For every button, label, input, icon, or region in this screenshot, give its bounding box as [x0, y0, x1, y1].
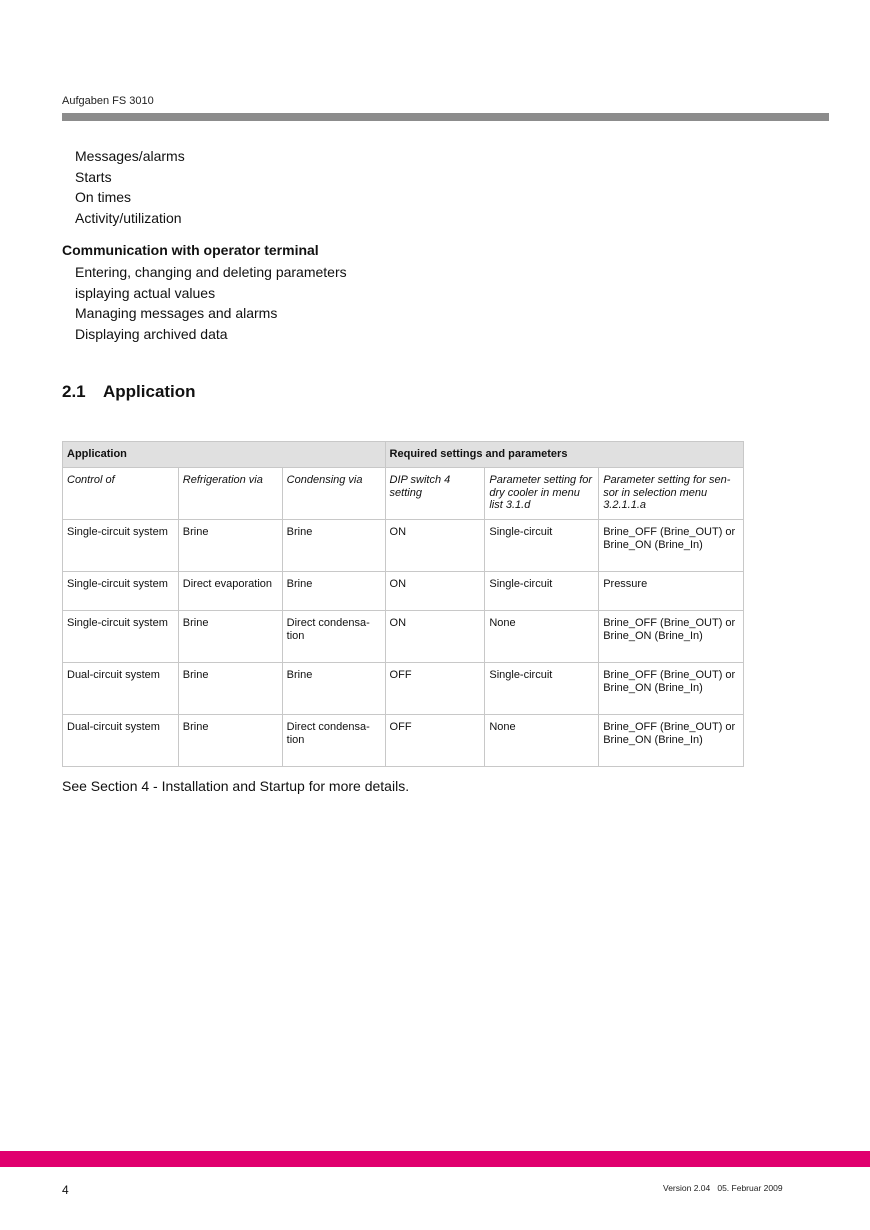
- table-cell: Dual-circuit system: [63, 663, 179, 715]
- column-header: Condensing via: [282, 468, 385, 520]
- table-row: [63, 663, 744, 715]
- table-cell: Single-circuit: [485, 520, 599, 572]
- table-cell: ON: [385, 520, 485, 572]
- footer-bar: [0, 1151, 870, 1167]
- application-table: [62, 441, 744, 767]
- table-cell: Dual-circuit system: [63, 715, 179, 767]
- list-item: On times: [75, 189, 132, 206]
- table-cell: ON: [385, 611, 485, 663]
- communication-list: [75, 262, 347, 344]
- section-number: 2.1: [62, 382, 86, 401]
- table-cell: Direct evaporation: [178, 572, 282, 611]
- table-cell: Brine: [178, 520, 282, 572]
- table-cell: Single-circuit system: [63, 611, 179, 663]
- feature-list: [75, 146, 185, 228]
- table-cell: Single-circuit system: [63, 520, 179, 572]
- table-cell: None: [485, 715, 599, 767]
- page-number: 4: [62, 1183, 69, 1197]
- table-row: [63, 715, 744, 767]
- version-info: Version 2.04 05. Februar 2009: [663, 1183, 783, 1193]
- column-header: Parameter setting for dry cooler in menu list 3.1.d: [485, 468, 599, 520]
- column-header: Parameter setting for sen-sor in selection menu 3.2.1.1.a: [599, 468, 744, 520]
- table-group-header: Required settings and parameters: [385, 442, 743, 468]
- table-cell: Brine: [178, 715, 282, 767]
- list-item: Messages/alarms: [75, 148, 185, 164]
- table-row: [63, 572, 744, 611]
- list-item: Managing messages and alarms: [75, 305, 278, 322]
- table-cell: OFF: [385, 663, 485, 715]
- table-cell: ON: [385, 572, 485, 611]
- table-group-header-row: [63, 442, 744, 468]
- table-cell: Brine_OFF (Brine_OUT) or Brine_ON (Brine_In): [599, 715, 744, 767]
- list-item: Entering, changing and deleting parameters: [75, 264, 347, 280]
- table-cell: None: [485, 611, 599, 663]
- section-title: Application: [103, 382, 196, 401]
- table-cell: Brine: [178, 611, 282, 663]
- table-cell: Brine_OFF (Brine_OUT) or Brine_ON (Brine_In): [599, 663, 744, 715]
- table-cell: Brine: [282, 663, 385, 715]
- column-header: DIP switch 4 setting: [385, 468, 485, 520]
- list-item: Starts: [75, 168, 112, 185]
- table-cell: Brine_OFF (Brine_OUT) or Brine_ON (Brine_In): [599, 611, 744, 663]
- table-row: [63, 611, 744, 663]
- section-heading: [62, 382, 196, 402]
- table-cell: Direct condensa-tion: [282, 611, 385, 663]
- table-group-header: Application: [63, 442, 386, 468]
- list-item: Activity/utilization: [75, 209, 182, 226]
- table-cell: Single-circuit: [485, 572, 599, 611]
- table-cell: Brine: [282, 520, 385, 572]
- column-header: Refrigeration via: [178, 468, 282, 520]
- list-item: isplaying actual values: [75, 284, 216, 301]
- table-row: [63, 520, 744, 572]
- header-title: Aufgaben FS 3010: [62, 95, 154, 107]
- communication-heading: Communication with operator terminal: [62, 242, 319, 258]
- table-cell: Pressure: [599, 572, 744, 611]
- table-cell: OFF: [385, 715, 485, 767]
- table-cell: Brine: [178, 663, 282, 715]
- table-column-header-row: [63, 468, 744, 520]
- header-rule: [62, 113, 829, 121]
- column-header: Control of: [63, 468, 179, 520]
- table-cell: Direct condensa-tion: [282, 715, 385, 767]
- table-cell: Single-circuit: [485, 663, 599, 715]
- table-cell: Single-circuit system: [63, 572, 179, 611]
- table-cell: Brine: [282, 572, 385, 611]
- table-cell: Brine_OFF (Brine_OUT) or Brine_ON (Brine_In): [599, 520, 744, 572]
- list-item: Displaying archived data: [75, 325, 228, 342]
- section-note: See Section 4 - Installation and Startup for more details.: [62, 778, 410, 794]
